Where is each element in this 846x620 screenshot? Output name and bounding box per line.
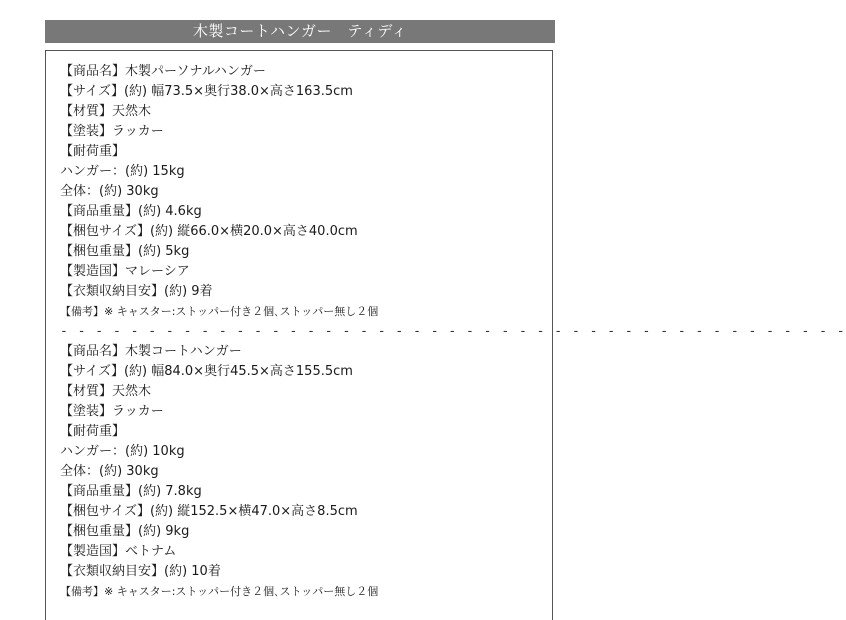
dashed-divider: - - - - - - - - - - - - - - - - - - - - - - - - - - - - - - - - - - - - - - - - - - - - - <box>60 324 846 339</box>
spec-load-capacity: 【耐荷重】 <box>60 424 126 439</box>
spec-load-total: 全体：(約) 30kg <box>60 464 159 479</box>
spec-country: 【製造国】マレーシア <box>60 264 190 279</box>
spec-load-capacity: 【耐荷重】 <box>60 144 126 159</box>
spec-load-hanger: ハンガー：(約) 10kg <box>60 444 185 459</box>
spec-material: 【材質】天然木 <box>60 104 152 119</box>
spec-package-size: 【梱包サイズ】(約) 縦152.5×横47.0×高さ8.5cm <box>60 504 358 519</box>
spec-product-weight: 【商品重量】(約) 7.8kg <box>60 484 202 499</box>
spec-finish: 【塗装】ラッカー <box>60 124 164 139</box>
spec-remarks: 【備考】※ キャスター:ストッパー付き２個､ストッパー無し２個 <box>60 585 379 598</box>
spec-material: 【材質】天然木 <box>60 384 152 399</box>
spec-package-weight: 【梱包重量】(約) 9kg <box>60 524 190 539</box>
spec-clothes-capacity: 【衣類収納目安】(約) 10着 <box>60 564 221 579</box>
section-title-bar: 木製コートハンガー ティディ <box>45 20 555 43</box>
spec-package-size: 【梱包サイズ】(約) 縦66.0×横20.0×高さ40.0cm <box>60 224 358 239</box>
spec-product-name: 【商品名】木製コートハンガー <box>60 344 242 359</box>
spec-product-name: 【商品名】木製パーソナルハンガー <box>60 64 266 79</box>
spec-load-total: 全体：(約) 30kg <box>60 184 159 199</box>
spec-package-weight: 【梱包重量】(約) 5kg <box>60 244 190 259</box>
product-spec-personal-hanger <box>60 62 540 322</box>
spec-finish: 【塗装】ラッカー <box>60 404 164 419</box>
spec-remarks: 【備考】※ キャスター:ストッパー付き２個､ストッパー無し２個 <box>60 305 379 318</box>
spec-country: 【製造国】ベトナム <box>60 544 177 559</box>
spec-clothes-capacity: 【衣類収納目安】(約) 9着 <box>60 284 213 299</box>
spec-size: 【サイズ】(約) 幅84.0×奥行45.5×高さ155.5cm <box>60 364 353 379</box>
product-spec-coat-hanger <box>60 342 540 602</box>
spec-load-hanger: ハンガー：(約) 15kg <box>60 164 185 179</box>
spec-product-weight: 【商品重量】(約) 4.6kg <box>60 204 202 219</box>
spec-list <box>60 62 846 602</box>
spec-size: 【サイズ】(約) 幅73.5×奥行38.0×高さ163.5cm <box>60 84 353 99</box>
